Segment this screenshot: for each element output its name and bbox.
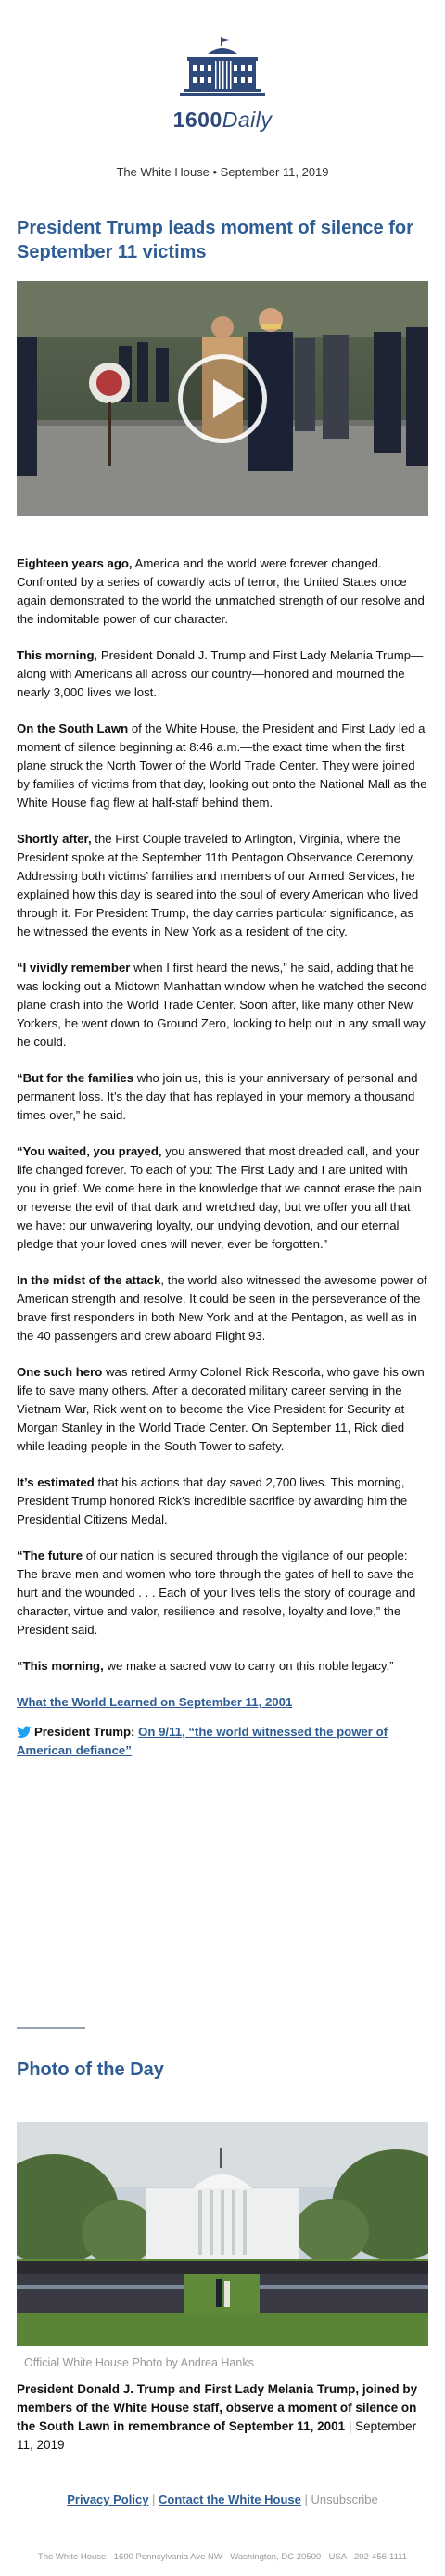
tweet-link[interactable]: On 9/11, “the world witnessed the power of American defiance” <box>17 1725 388 1757</box>
world-learned-link[interactable]: What the World Learned on September 11, 2001 <box>17 1695 293 1709</box>
photo-caption-date: | September 11, 2019 <box>17 2419 417 2452</box>
section-divider <box>17 2027 85 2029</box>
paragraph-text: America and the world were forever changed. Confronted by a series of cowardly acts of terror, the United States once again demonstrated to the world the unmatched strength of our resolve and the indomitable power of our character. <box>17 556 425 626</box>
paragraph-lead: “But for the families <box>17 1071 134 1085</box>
paragraph-lead: One such hero <box>17 1365 103 1379</box>
article-body <box>17 555 428 1760</box>
paragraph-2 <box>17 646 428 702</box>
paragraph-lead: Eighteen years ago, <box>17 556 133 570</box>
article-headline: President Trump leads moment of silence for September 11 victims <box>17 218 413 262</box>
paragraph-text: when I first heard the news,” he said, adding that he was looking out a Midtown Manhattan window when he watched the second plane crash into the World Trade Center. Soon after, like many other New Yorkers, he went down to Ground Zero, looking to help out in any small way he could. <box>17 961 427 1049</box>
paragraph-6 <box>17 1069 428 1125</box>
tweet-row <box>17 1723 428 1760</box>
paragraph-lead: “I vividly remember <box>17 961 131 975</box>
brand-word: Daily <box>222 108 273 132</box>
photo-of-day-heading: Photo of the Day <box>17 2060 164 2080</box>
paragraph-text: , President Donald J. Trump and First Lady Melania Trump—along with Americans all across our country—honored and mourned the nearly 3,000 lives we lost. <box>17 648 424 699</box>
paragraph-text: who join us, this is your anniversary of personal and permanent loss. It’s the day that has replayed in your memory a thousand times over,” he said. <box>17 1071 418 1122</box>
brand-number: 1600 <box>172 108 222 132</box>
paragraph-lead: “You waited, you prayed, <box>17 1144 162 1158</box>
paragraph-11 <box>17 1547 428 1639</box>
dateline: The White House • September 11, 2019 <box>116 165 329 179</box>
video-thumbnail[interactable] <box>17 281 428 516</box>
paragraph-lead: On the South Lawn <box>17 721 129 735</box>
photo-credit: Official White House Photo by Andrea Hanks <box>24 2356 254 2369</box>
paragraph-5 <box>17 959 428 1052</box>
paragraph-text: you answered that most dreaded call, and your life changed forever. To each of you: The First Lady and I are united with you in grief. We come here in the knowledge that we cannot erase the pain or reverse the evil of that dark and wretched day, but we offer you all that we have: our unwavering loyalty, our undying devotion, and our eternal pledge that your loved ones will never, ever be forgotten.” <box>17 1144 422 1251</box>
paragraph-text: of our nation is secured through the vigilance of our people: The brave men and women who tore through the gates of hell to save the hurt and the wounded . . . Each of your lives tells the story of courage and character, virtue and valor, resilience and resolve, loyalty and love,” the President said. <box>17 1549 416 1637</box>
play-icon[interactable] <box>178 354 267 443</box>
south-lawn-photo <box>17 2122 428 2346</box>
footer-address: The White House · 1600 Pennsylvania Ave NW · Washington, DC 20500 · USA · 202-456-1111 <box>37 2552 408 2562</box>
paragraph-lead: Shortly after, <box>17 832 92 846</box>
footer-links <box>0 2493 445 2506</box>
paragraph-text: the First Couple traveled to Arlington, Virginia, where the President spoke at the September 11th Pentagon Observance Ceremony. Addressing both victims’ families and members of our Armed Services, he explained how this day is seared into the soul of every American who lived through it. For President Trump, the day carries particular significance, as he witnessed the events in New York as a resident of the city. <box>17 832 419 938</box>
paragraph-10 <box>17 1473 428 1529</box>
footer-separator: | <box>300 2493 312 2506</box>
paragraph-lead: “This morning, <box>17 1659 104 1673</box>
paragraph-text: , the world also witnessed the awesome power of American strength and resolve. It could be seen in the perseverance of the brave first responders in both New York and at the Pentagon, as well as in the 40 passengers and crew aboard Flight 93. <box>17 1273 427 1343</box>
photo-caption-bold: President Donald J. Trump and First Lady Melania Trump, joined by members of the White House staff, observe a moment of silence on the South Lawn in remembrance of September 11, 2001 <box>17 2382 418 2433</box>
paragraph-text: we make a sacred vow to carry on this noble legacy.” <box>103 1659 394 1673</box>
paragraph-3 <box>17 720 428 812</box>
paragraph-lead: “The future <box>17 1549 83 1562</box>
paragraph-1 <box>17 555 428 629</box>
tweet-label: President Trump: <box>34 1725 135 1739</box>
paragraph-12 <box>17 1657 428 1676</box>
paragraph-lead: It’s estimated <box>17 1475 95 1489</box>
paragraph-4 <box>17 830 428 941</box>
paragraph-text: was retired Army Colonel Rick Rescorla, who gave his own life to save many others. After a decorated military career serving in the Vietnam War, Rick went on to become the Vice President for Security at Morgan Stanley in the World Trade Center. On September 11, Rick died while leading people in the South Tower to safety. <box>17 1365 425 1453</box>
world-learned-row <box>17 1693 428 1712</box>
photo-caption <box>17 2380 428 2455</box>
paragraph-text: that his actions that day saved 2,700 lives. This morning, President Trump honored Rick’s incredible sacrifice by awarding him the Presidential Citizens Medal. <box>17 1475 408 1526</box>
paragraph-lead: In the midst of the attack <box>17 1273 161 1287</box>
paragraph-7 <box>17 1142 428 1254</box>
paragraph-text: of the White House, the President and First Lady led a moment of silence beginning at 8:46 a.m.—the exact time when the first plane struck the North Tower of the World Trade Center. They were joined by families of victims from that day, looking out onto the National Mall as the White House flag flew at half-staff behind them. <box>17 721 427 810</box>
white-house-logo <box>180 37 265 104</box>
paragraph-9 <box>17 1363 428 1456</box>
brand-name <box>0 108 445 133</box>
footer-separator: | <box>148 2493 159 2506</box>
unsubscribe-link[interactable]: Unsubscribe <box>311 2493 378 2506</box>
twitter-bird-icon <box>17 1726 32 1739</box>
paragraph-lead: This morning <box>17 648 95 662</box>
contact-link[interactable]: Contact the White House <box>159 2493 301 2506</box>
newsletter-logo[interactable] <box>0 37 445 133</box>
paragraph-8 <box>17 1271 428 1345</box>
privacy-policy-link[interactable]: Privacy Policy <box>67 2493 149 2506</box>
photo-of-day-image <box>17 2122 428 2346</box>
